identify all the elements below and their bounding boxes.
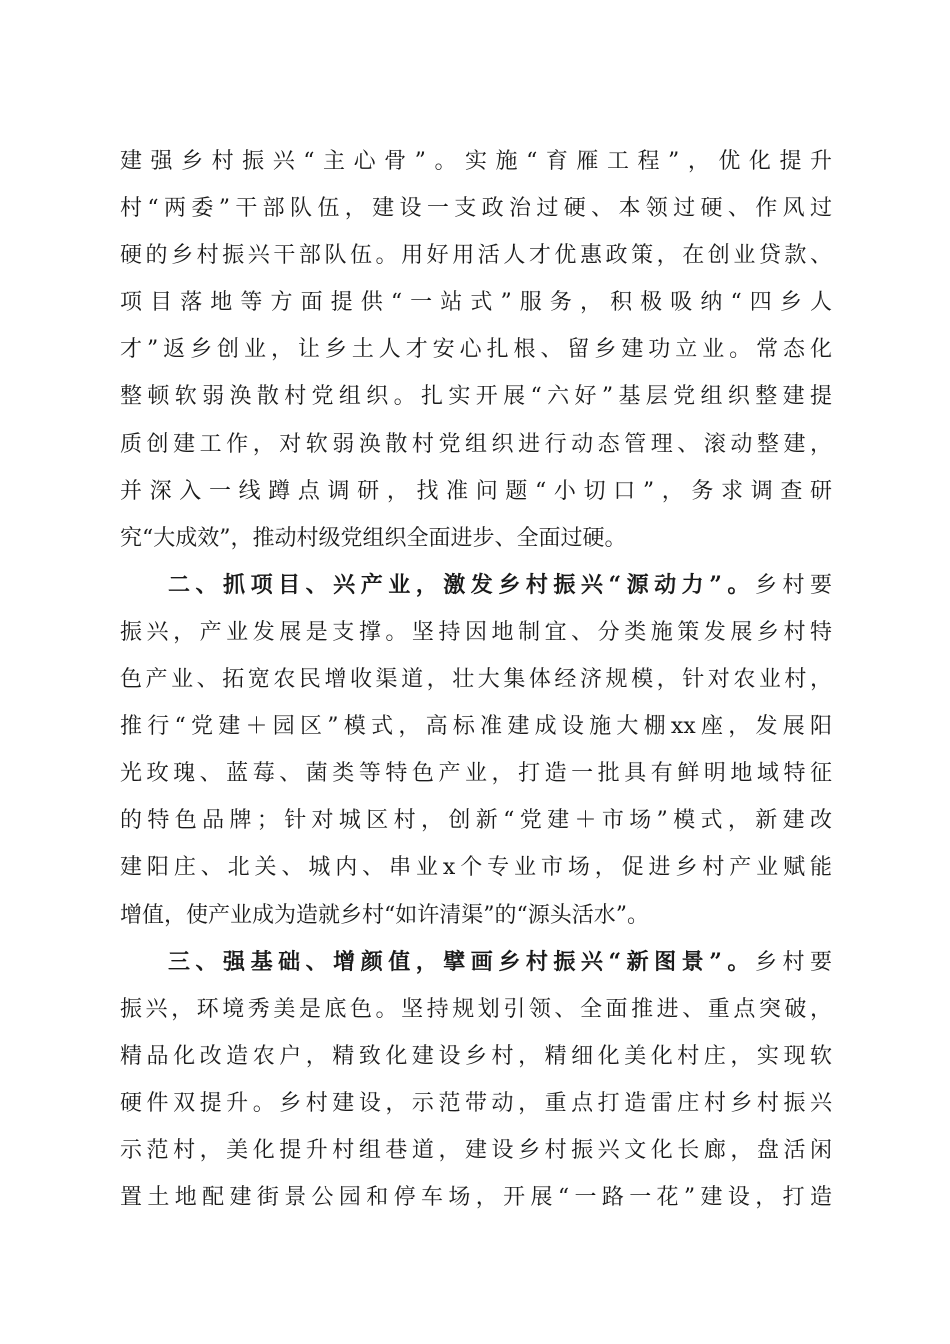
text-line: 并深入一线蹲点调研，找准问题“小切口”，务求调查研 — [120, 478, 832, 504]
text-line: 推行“党建＋园区”模式，高标准建成设施大棚xx座，发展阳 — [120, 714, 832, 740]
text-line: 振兴，环境秀美是底色。坚持规划引领、全面推进、重点突破， — [120, 996, 832, 1022]
text-line: 硬的乡村振兴干部队伍。用好用活人才优惠政策，在创业贷款、 — [120, 243, 832, 269]
section-heading-tail: 乡村要 — [754, 572, 832, 598]
text-line: 精品化改造农户，精致化建设乡村，精细化美化村庄，实现软 — [120, 1043, 832, 1069]
text-line: 质创建工作，对软弱涣散村党组织进行动态管理、滚动整建， — [120, 431, 832, 457]
text-line: 建阳庄、北关、城内、串业x个专业市场，促进乡村产业赋能 — [120, 855, 832, 881]
section-heading-3: 三、强基础、增颜值，擘画乡村振兴“新图景”。 — [168, 948, 755, 975]
body-text — [120, 138, 832, 1221]
section-heading-2: 二、抓项目、兴产业，激发乡村振兴“源动力”。 — [168, 571, 755, 598]
text-line: 才”返乡创业，让乡土人才安心扎根、留乡建功立业。常态化 — [120, 337, 832, 363]
text-line: 示范村，美化提升村组巷道，建设乡村振兴文化长廊，盘活闲 — [120, 1137, 832, 1163]
text-line: 村“两委”干部队伍，建设一支政治过硬、本领过硬、作风过 — [120, 196, 832, 222]
section-heading-line — [120, 562, 832, 609]
text-line: 置土地配建街景公园和停车场，开展“一路一花”建设，打造 — [120, 1185, 832, 1211]
text-line: 项目落地等方面提供“一站式”服务，积极吸纳“四乡人 — [120, 290, 832, 316]
text-line: 建强乡村振兴“主心骨”。实施“育雁工程”，优化提升 — [120, 149, 832, 174]
section-heading-tail: 乡村要 — [754, 949, 832, 975]
text-line: 的特色品牌；针对城区村，创新“党建＋市场”模式，新建改 — [120, 808, 832, 834]
text-line: 硬件双提升。乡村建设，示范带动，重点打造雷庄村乡村振兴 — [120, 1090, 832, 1116]
text-line: 色产业、拓宽农民增收渠道，壮大集体经济规模，针对农业村， — [120, 667, 832, 693]
section-heading-line — [120, 939, 832, 986]
text-line: 振兴，产业发展是支撑。坚持因地制宜、分类施策发展乡村特 — [120, 619, 832, 645]
text-line: 增值，使产业成为造就乡村“如许清渠”的“源头活水”。 — [120, 902, 649, 928]
text-line: 究“大成效”，推动村级党组织全面进步、全面过硬。 — [120, 525, 627, 551]
text-line: 光玫瑰、蓝莓、菌类等特色产业，打造一批具有鲜明地域特征 — [120, 761, 832, 787]
text-line: 整顿软弱涣散村党组织。扎实开展“六好”基层党组织整建提 — [120, 384, 832, 410]
